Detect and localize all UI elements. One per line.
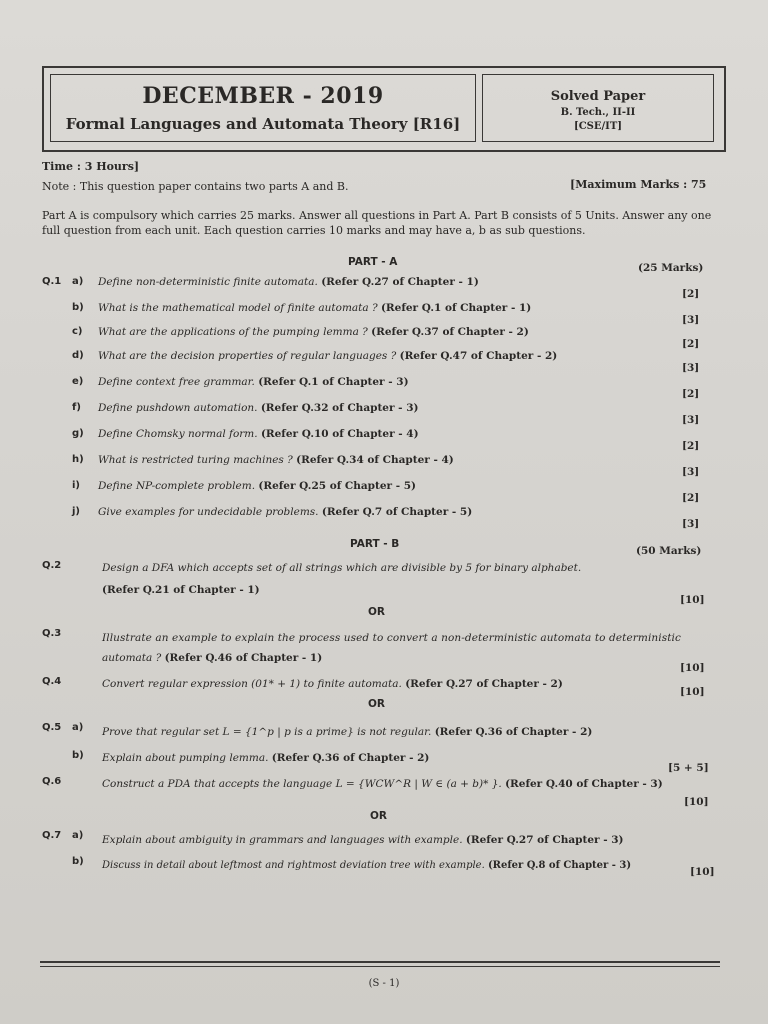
list-item [98, 480, 416, 492]
question-ref: (Refer Q.46 of Chapter - 1) [164, 652, 323, 664]
or-divider: OR [368, 606, 386, 618]
branch-label: [CSE/IT] [573, 121, 623, 132]
question-text: Prove that regular set L = {1^p | p is a prime} is not regular. [102, 726, 432, 738]
list-item [98, 506, 472, 518]
item-ref: (Refer Q.1 of Chapter - 3) [258, 376, 409, 388]
question-number: Q.1 [42, 276, 62, 287]
item-marks: [2] [682, 338, 700, 350]
max-marks-label: [Maximum Marks : 75 [570, 178, 707, 191]
question-line [102, 678, 563, 690]
list-item [98, 302, 531, 314]
course-label: B. Tech., II-II [560, 107, 636, 118]
item-ref: (Refer Q.10 of Chapter - 4) [260, 428, 419, 440]
question-ref: (Refer Q.27 of Chapter - 2) [405, 678, 563, 690]
solved-paper-label: Solved Paper [550, 89, 646, 104]
list-item [98, 276, 479, 288]
question-marks: [10] [680, 594, 705, 606]
question-text: Construct a PDA that accepts the language L = {WCW^R | W ∈ (a + b)* }. [102, 778, 502, 790]
item-ref: (Refer Q.1 of Chapter - 1) [380, 302, 532, 314]
item-question: Give examples for undecidable problems. [98, 506, 319, 518]
item-ref: (Refer Q.47 of Chapter - 2) [399, 350, 558, 362]
item-question: What is restricted turing machines ? [98, 454, 293, 466]
item-question: Define pushdown automation. [98, 402, 258, 414]
question-ref: (Refer Q.40 of Chapter - 3) [505, 778, 663, 790]
question-line [102, 860, 631, 871]
question-text: Convert regular expression (01* + 1) to finite automata. [102, 678, 402, 690]
item-ref: (Refer Q.34 of Chapter - 4) [296, 454, 454, 466]
item-marks: [2] [682, 388, 700, 400]
question-line [102, 726, 592, 738]
question-text: automata ? [102, 652, 162, 664]
item-question: Define non-deterministic finite automata. [98, 276, 318, 288]
question-number: Q.2 [42, 560, 62, 571]
list-item [98, 376, 409, 388]
list-item [98, 350, 557, 362]
question-ref: (Refer Q.8 of Chapter - 3) [487, 860, 632, 871]
item-ref: (Refer Q.32 of Chapter - 3) [260, 402, 419, 414]
note-text: Note : This question paper contains two parts A and B. [42, 180, 349, 193]
question-marks: [10] [690, 866, 715, 878]
item-marks: [3] [682, 518, 700, 530]
question-ref: (Refer Q.21 of Chapter - 1) [102, 584, 260, 596]
item-label: a) [72, 722, 84, 733]
part-b-marks: (50 Marks) [636, 545, 702, 557]
or-divider: OR [370, 810, 388, 822]
item-label: i) [72, 480, 80, 491]
question-marks: [10] [680, 686, 705, 698]
item-marks: [3] [682, 314, 700, 326]
item-question: What is the mathematical model of finite automata ? [98, 302, 378, 314]
question-text: Explain about ambiguity in grammars and languages with example. [102, 834, 463, 846]
item-label: g) [72, 428, 84, 439]
footer-rule-thin [40, 966, 720, 967]
question-line [102, 752, 429, 764]
exam-title: DECEMBER - 2019 [142, 83, 384, 109]
subject-title: Formal Languages and Automata Theory [R16] [65, 115, 461, 133]
header-info-box [482, 74, 714, 142]
question-ref: (Refer Q.27 of Chapter - 3) [465, 834, 624, 846]
item-ref: (Refer Q.7 of Chapter - 5) [321, 506, 473, 518]
question-number: Q.6 [42, 776, 62, 787]
page-number: (S - 1) [368, 978, 400, 989]
question-number: Q.7 [42, 830, 62, 841]
question-text: Illustrate an example to explain the process used to convert a non-deterministic automata to deterministic [102, 632, 681, 644]
list-item [98, 326, 529, 338]
question-ref: (Refer Q.36 of Chapter - 2) [271, 752, 430, 764]
part-b-title: PART - B [350, 538, 400, 550]
question-text: Design a DFA which accepts set of all strings which are divisible by 5 for binary alphabet. [102, 562, 582, 574]
question-line [102, 834, 624, 846]
item-label: a) [72, 830, 84, 841]
or-divider: OR [368, 698, 386, 710]
item-label: c) [72, 326, 83, 337]
question-number: Q.3 [42, 628, 62, 639]
item-label: f) [72, 402, 81, 413]
part-a-marks: (25 Marks) [638, 262, 704, 274]
header-title-box [50, 74, 476, 142]
question-line [102, 778, 663, 790]
item-ref: (Refer Q.25 of Chapter - 5) [258, 480, 417, 492]
item-label: b) [72, 856, 84, 867]
item-label: h) [72, 454, 84, 465]
question-marks: [10] [684, 796, 709, 808]
part-a-title: PART - A [348, 256, 398, 268]
item-label: a) [72, 276, 84, 287]
question-number: Q.4 [42, 676, 62, 687]
item-question: Define context free grammar. [98, 376, 255, 388]
item-label: e) [72, 376, 84, 387]
question-ref: (Refer Q.36 of Chapter - 2) [434, 726, 593, 738]
item-ref: (Refer Q.37 of Chapter - 2) [371, 326, 529, 338]
item-marks: [2] [682, 440, 700, 452]
item-marks: [3] [682, 414, 700, 426]
footer-rule [40, 961, 720, 963]
item-question: Define Chomsky normal form. [98, 428, 258, 440]
item-marks: [3] [682, 362, 700, 374]
question-line [102, 652, 322, 664]
item-label: d) [72, 350, 84, 361]
item-question: What are the applications of the pumping lemma ? [98, 326, 368, 338]
item-marks: [2] [682, 492, 700, 504]
item-marks: [2] [682, 288, 700, 300]
item-marks: [3] [682, 466, 700, 478]
item-question: What are the decision properties of regular languages ? [98, 350, 397, 362]
item-label: j) [72, 506, 80, 517]
instructions-text: Part A is compulsory which carries 25 marks. Answer all questions in Part A. Part B consists of 5 Units. Answer any one full question from each unit. Each question carries 10 marks and may have a, b as sub questions. [42, 209, 712, 237]
time-label: Time : 3 Hours] [42, 160, 140, 173]
item-question: Define NP-complete problem. [98, 480, 256, 492]
question-marks: [5 + 5] [668, 762, 709, 774]
item-label: b) [72, 750, 84, 761]
question-number: Q.5 [42, 722, 62, 733]
item-ref: (Refer Q.27 of Chapter - 1) [321, 276, 479, 288]
list-item [98, 454, 454, 466]
question-text: Explain about pumping lemma. [102, 752, 269, 764]
list-item [98, 428, 419, 440]
list-item [98, 402, 418, 414]
item-label: b) [72, 302, 84, 313]
question-text: Discuss in detail about leftmost and rightmost deviation tree with example. [102, 860, 485, 871]
header-box [42, 66, 726, 152]
question-marks: [10] [680, 662, 705, 674]
